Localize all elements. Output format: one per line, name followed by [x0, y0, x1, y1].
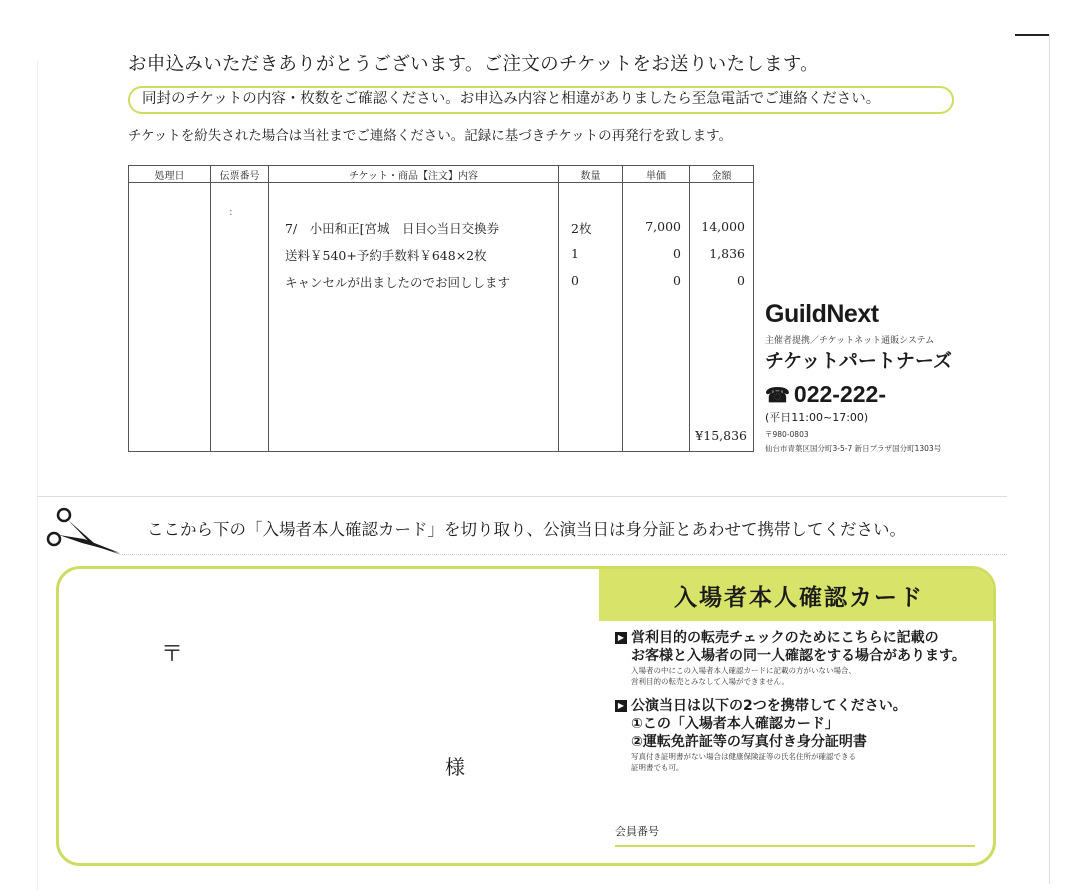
rule-2-small1: 写真付き証明書がない場合は健康保険証等の氏名住所が確認できる	[631, 752, 856, 761]
cut-line	[37, 496, 1007, 497]
card-title: 入場者本人確認カード	[599, 569, 996, 621]
header-amount: 金額	[690, 166, 754, 183]
row-2-unit: 0	[673, 246, 681, 261]
company-hours: (平日11:00~17:00)	[765, 411, 869, 424]
cut-instruction: ここから下の「入場者本人確認カード」を切り取り、公演当日は身分証とあわせて携帯してください。	[147, 520, 906, 539]
play-bullet-icon: ▶	[615, 700, 627, 712]
page-left-edge	[37, 60, 38, 890]
order-table-body	[129, 183, 754, 452]
honorific: 様	[445, 755, 465, 779]
content-cell	[269, 183, 559, 452]
header-quantity: 数量	[559, 166, 623, 183]
member-number-label: 会員番号	[615, 825, 659, 838]
entry-id-card	[56, 566, 996, 866]
company-postal: 〒980-0803	[765, 430, 809, 439]
rule-1-small1: 入場者の中にこの入場者本人確認カードに記載の方がいない場合、	[631, 666, 856, 675]
rule-2-small2: 証明書でも可。	[631, 763, 684, 772]
rule-2-item2: ②運転免許証等の写真付き身分証明書	[631, 734, 867, 750]
process-date-cell	[129, 183, 211, 452]
corner-mark	[1015, 34, 1049, 36]
rule-1-head	[615, 629, 995, 647]
company-block	[765, 300, 952, 453]
order-table	[128, 165, 754, 452]
phone-number: 022-222-	[793, 381, 886, 407]
rule-2-item1: ①この「入場者本人確認カード」	[631, 716, 839, 732]
rule-2	[615, 697, 995, 773]
scissors-icon	[44, 505, 124, 557]
row-2-qty: 1	[571, 246, 579, 261]
row-3-content: キャンセルが出ましたのでお回しします	[285, 275, 511, 290]
rule-2-head	[615, 697, 995, 715]
play-bullet-icon: ▶	[615, 632, 627, 644]
row-3-amount: 0	[737, 273, 745, 288]
row-1-amount: 14,000	[701, 219, 745, 234]
header-unit-price: 単価	[623, 166, 690, 183]
cut-dotted-line	[122, 554, 1007, 555]
unit-price-cell	[623, 183, 690, 452]
order-total: ¥15,836	[695, 428, 747, 443]
rule-2-head-text: 公演当日は以下の2つを携帯してください。	[631, 698, 907, 714]
row-1-content: 7/ 小田和正[宮城 日目◇当日交換券	[285, 221, 500, 236]
rule-1-line2: お客様と入場者の同一人確認をする場合があります。	[631, 648, 966, 664]
company-name: チケットパートナーズ	[765, 350, 952, 372]
row-3-unit: 0	[673, 273, 681, 288]
rule-1	[615, 629, 995, 687]
member-number-field[interactable]	[615, 845, 975, 847]
company-address: 仙台市青葉区国分町3-5-7 新日プラザ国分町1303号	[765, 444, 942, 453]
row-1-unit: 7,000	[645, 219, 681, 234]
phone-icon: ☎	[765, 385, 790, 407]
company-tagline: 主催者提携／チケットネット通販システム	[765, 336, 935, 346]
header-slip-number: 伝票番号	[211, 166, 269, 183]
lost-note: チケットを紛失された場合は当社までご連絡ください。記録に基づきチケットの再発行を致します。	[128, 128, 732, 144]
rule-1-small2: 営利目的の転売とみなして入場ができません。	[631, 677, 789, 686]
row-2-content: 送料￥540+予約手数料￥648×2枚	[285, 248, 487, 263]
amount-cell	[690, 183, 754, 452]
slip-number-cell	[211, 183, 269, 452]
header-process-date: 処理日	[129, 166, 211, 183]
row-1-qty: 2枚	[571, 221, 592, 236]
company-logo: GuildNext	[765, 300, 879, 328]
rule-1-line1: 営利目的の転売チェックのためにこちらに記載の	[631, 630, 939, 646]
page-edge	[1049, 34, 1050, 884]
row-3-qty: 0	[571, 273, 579, 288]
postal-mark: 〒	[161, 642, 184, 667]
quantity-cell	[559, 183, 623, 452]
header-content: チケット・商品【注文】内容	[269, 166, 559, 183]
headline: お申込みいただきありがとうございます。ご注文のチケットをお送りいたします。	[128, 54, 819, 75]
company-phone	[765, 381, 952, 408]
notice-pill: 同封のチケットの内容・枚数をご確認ください。お申込み内容と相違がありましたら至急電話でご連絡ください。	[128, 86, 954, 114]
order-table-header	[129, 166, 754, 183]
slip-mark: :	[229, 205, 233, 218]
card-rules	[615, 629, 995, 773]
row-2-amount: 1,836	[709, 246, 745, 261]
